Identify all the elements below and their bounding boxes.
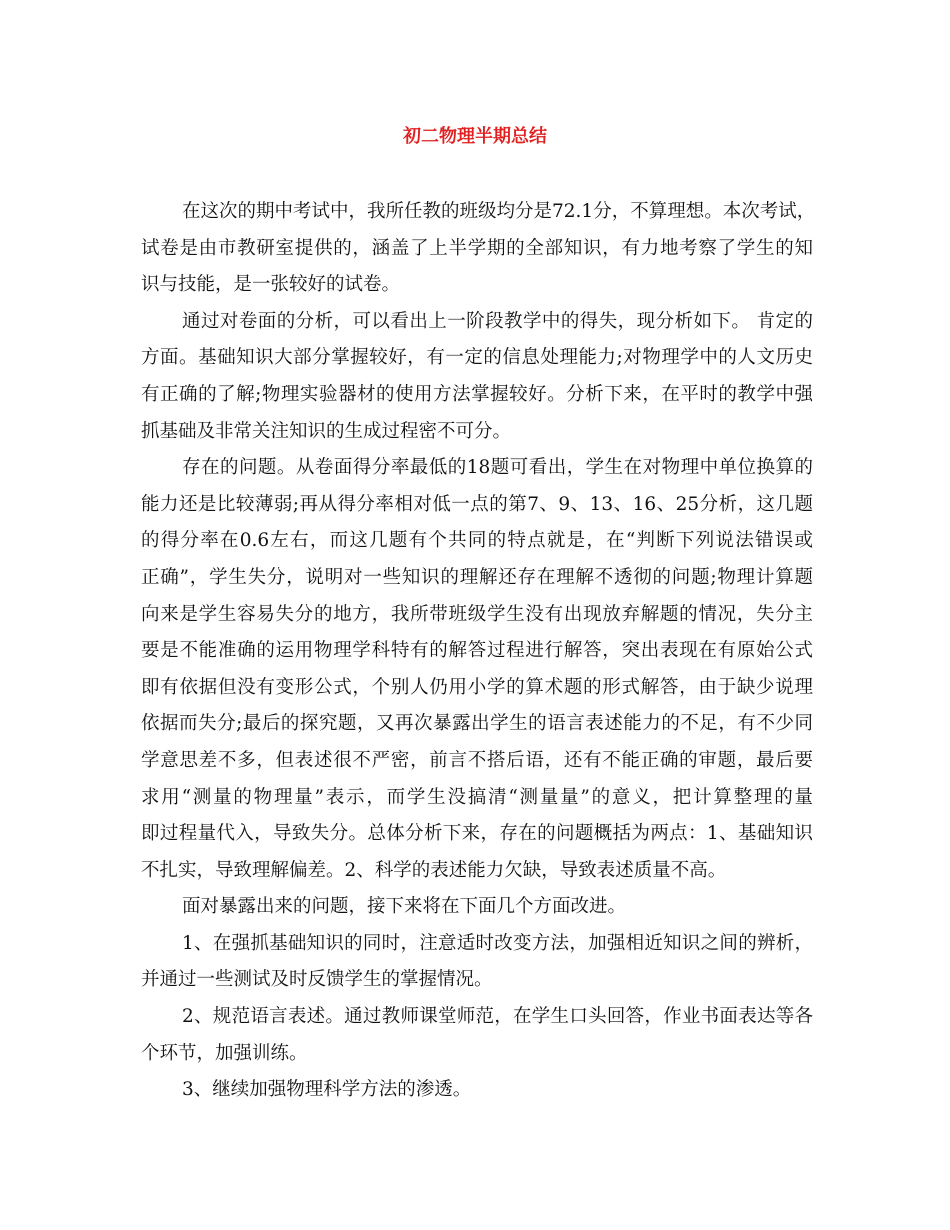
body-line: 1、在强抓基础知识的同时，注意适时改变方法，加强相近知识之间的辨析， — [182, 932, 813, 954]
body-line: 向来是学生容易失分的地方，我所带班级学生没有出现放弃解题的情况，失分主 — [141, 603, 813, 625]
body-line: 正确”，学生失分，说明对一些知识的理解还存在理解不透彻的问题;物理计算题 — [141, 566, 813, 588]
body-line: 试卷是由市教研室提供的，涵盖了上半学期的全部知识，有力地考察了学生的知 — [141, 237, 813, 259]
body-line: 依据而失分;最后的探究题，又再次暴露出学生的语言表述能力的不足，有不少同 — [141, 713, 813, 735]
body-line: 有正确的了解;物理实验器材的使用方法掌握较好。分析下来，在平时的教学中强 — [141, 383, 813, 405]
body-line: 方面。基础知识大部分掌握较好，有一定的信息处理能力;对物理学中的人文历史 — [141, 347, 813, 369]
body-line: 抓基础及非常关注知识的生成过程密不可分。 — [141, 420, 512, 442]
body-line: 即过程量代入，导致失分。总体分析下来，存在的问题概括为两点：1、基础知识 — [141, 823, 813, 845]
body-line: 并通过一些测试及时反馈学生的掌握情况。 — [141, 969, 493, 991]
body-line: 识与技能，是一张较好的试卷。 — [141, 274, 401, 296]
body-line: 能力还是比较薄弱;再从得分率相对低一点的第7、9、13、16、25分析，这几题 — [141, 493, 813, 515]
document-body — [141, 194, 816, 1109]
body-line: 个环节，加强训练。 — [141, 1042, 308, 1064]
body-line: 存在的问题。从卷面得分率最低的18题可看出，学生在对物理中单位换算的 — [182, 457, 813, 479]
body-line: 求用“测量的物理量”表示，而学生没搞清“测量量”的意义，把计算整理的量 — [141, 786, 813, 808]
body-line: 面对暴露出来的问题，接下来将在下面几个方面改进。 — [182, 896, 627, 918]
body-line: 3、继续加强物理科学方法的渗透。 — [182, 1079, 472, 1101]
body-line: 要是不能准确的运用物理学科特有的解答过程进行解答，突出表现在有原始公式 — [141, 640, 813, 662]
body-line: 的得分率在0.6左右，而这几题有个共同的特点就是，在“判断下列说法错误或 — [141, 530, 813, 552]
body-line: 不扎实，导致理解偏差。2、科学的表述能力欠缺，导致表述质量不高。 — [141, 859, 727, 881]
body-line: 学意思差不多，但表述很不严密，前言不搭后语，还有不能正确的审题，最后要 — [141, 749, 813, 771]
body-line: 在这次的期中考试中，我所任教的班级均分是72.1分，不算理想。本次考试， — [182, 201, 816, 222]
body-line: 通过对卷面的分析，可以看出上一阶段教学中的得失，现分析如下。 肯定的 — [182, 310, 813, 332]
document-title: 初二物理半期总结 — [403, 126, 547, 147]
body-line: 2、规范语言表述。通过教师课堂师范，在学生口头回答，作业书面表达等各 — [182, 1006, 813, 1028]
body-line: 即有依据但没有变形公式，个别人仍用小学的算术题的形式解答，由于缺少说理 — [141, 676, 813, 698]
